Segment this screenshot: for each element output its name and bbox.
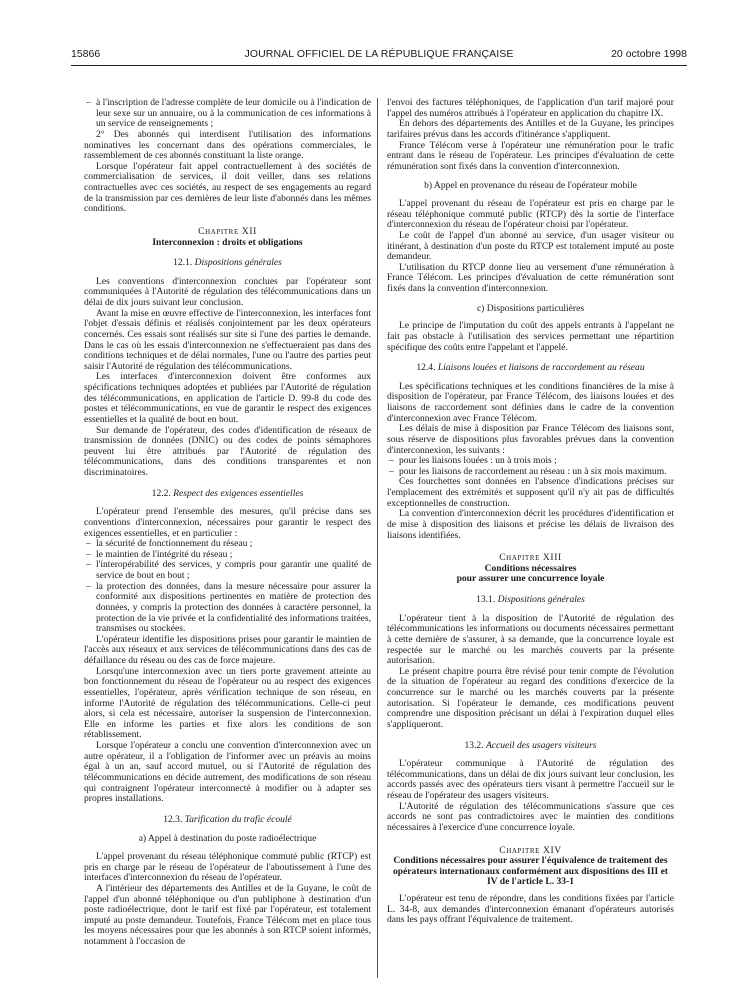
paragraph: L'opérateur communique à l'Autorité de régulation des télécommunications, dans un délai de dix jours suivant leur conclusion, les accords passés avec des opérateurs tiers visant à permettre l'accueil sur le réseau de l'opérateur des usagers visiteurs. — [387, 758, 674, 801]
list-item: – l'interopérabilité des services, y compris pour garantir une qualité de service de bout en bout ; — [84, 560, 371, 581]
chapter-title: Conditions nécessaires — [484, 562, 577, 574]
section-number: 12.3. — [163, 813, 183, 825]
list-item: – pour les liaisons louées : un à trois mois ; — [387, 456, 674, 467]
section-title: Dispositions générales — [194, 257, 282, 269]
paragraph: France Télécom verse à l'opérateur une rémunération pour le trafic entrant dans le réseau de l'opérateur. Les principes d'évaluation de cette rémunération sont fixés dans la convention d'interconnexion. — [387, 139, 674, 172]
paragraph: L'Autorité de régulation des télécommunications s'assure que ces accords ne sont pas contradictoires avec le maintien des conditions nécessaires à l'exercice d'une concurrence loyale. — [387, 800, 674, 833]
page-header — [71, 46, 687, 64]
paragraph: La convention d'interconnexion décrit les procédures d'identification et de mise à disposition des liaisons et précise les délais de livraison des liaisons identifiées. — [387, 508, 674, 541]
paragraph: Lorsque l'opérateur fait appel contractuellement à des sociétés de commercialisation de services, il doit veiller, dans ses relations contractuelles avec ces sociétés, au respect de ses engagements au regard de la transmission par ces dernières de leur liste d'abonnés dans les mêmes conditions. — [84, 160, 371, 215]
paragraph: L'utilisation du RTCP donne lieu au versement d'une rémunération à France Télécom. Les principes d'évaluation de cette rémunération sont fixés dans la convention d'interconnexion. — [387, 261, 674, 294]
paragraph: L'appel provenant du réseau de l'opérateur est pris en charge par le réseau téléphonique commuté public (RTCP) dès la sortie de l'interface d'interconnexion du réseau de l'opérateur choisi par l'opérateur. — [387, 198, 674, 231]
section-title: Tarification du trafic écoulé — [184, 813, 292, 825]
paragraph: 2° Des abonnés qui interdisent l'utilisation des informations nominatives les concernant dans des opérations commerciales, le rassemblement de ces abonnés constituant la liste orange. — [84, 128, 371, 162]
paragraph: Le présent chapitre pourra être révisé pour tenir compte de l'évolution de la situation de l'opérateur au regard des conditions d'exercice de la concurrence sur le marché ou les marchés couverts par la présente autorisation. Si l'opérateur le demande, ces modifications peuvent comprendre une disposition précisant un délai à l'expiration duquel elles s'appliqueront. — [387, 665, 674, 730]
right-column — [387, 98, 674, 926]
paragraph: Avant la mise en œuvre effective de l'interconnexion, les interfaces font l'objet d'essais définis et réalisés conjointement par les deux opérateurs concernés. Ces essais sont réalisés sur site si l'une des parties le demande. Dans le cas où les essais d'interconnexion ne s'effectueraient pas dans des conditions techniques et de délai normales, l'une ou l'autre des parties peut saisir l'Autorité de régulation des télécommunications. — [84, 307, 371, 372]
paragraph: Ces fourchettes sont données en l'absence d'indications précises sur l'emplacement des extrémités et supposent qu'il n'y ait pas de difficultés exceptionnelles de construction. — [387, 476, 674, 509]
journal-title: JOURNAL OFFICIEL DE LA RÉPUBLIQUE FRANÇAISE — [244, 48, 514, 60]
paragraph: Le coût de l'appel d'un abonné au service, d'un usager visiteur ou itinérant, à destination d'un poste du RTCP est totalement imputé au poste demandeur. — [387, 229, 674, 263]
section-title: Dispositions générales — [497, 594, 585, 605]
paragraph: Lorsque l'opérateur a conclu une convention d'interconnexion avec un autre opérateur, il a l'obligation de l'informer avec un préavis au moins égal à un an, sauf accord mutuel, ou si l'Autorité de régulation des télécommunications en décide autrement, des modifications de son réseau qui contraignent l'opérateur interconnecté à modifier ou à adapter ses propres installations. — [84, 740, 371, 805]
left-column — [84, 98, 371, 948]
section-number: 13.1. — [476, 594, 496, 605]
section-heading — [387, 741, 674, 752]
paragraph: Les délais de mise à disposition par France Télécom des liaisons sont, sous réserve de dispositions plus favorables prévues dans la convention d'interconnexion, les suivants : — [387, 423, 674, 456]
chapter-label: Chapitre XIV — [499, 844, 562, 856]
paragraph: Les interfaces d'interconnexion doivent être conformes aux spécifications techniques adoptées et publiées par l'Autorité de régulation des télécommunications, en application de l'article D. 99-8 du code des postes et télécommunications, en vue de garantir le respect des exigences essentielles et la qualité de bout en bout. — [84, 371, 371, 425]
subsection-heading: c) Dispositions particulières — [476, 302, 585, 314]
chapter-title: pour assurer une concurrence loyale — [456, 573, 605, 585]
section-number: 12.4. — [416, 362, 436, 374]
section-heading — [84, 489, 371, 500]
paragraph: Les conventions d'interconnexion conclues par l'opérateur sont communiquées à l'Autorité de régulation des télécommunications dans un délai de dix jours suivant leur conclusion. — [84, 275, 371, 308]
list-item: – à l'inscription de l'adresse complète de leur domicile ou à l'indication de leur sexe sur un annuaire, ou à la communication de ces informations à un service de renseignements ; — [84, 98, 371, 130]
section-heading — [84, 258, 371, 269]
column-divider — [377, 98, 378, 978]
chapter-label: Chapitre XIII — [499, 552, 562, 564]
paragraph: Le principe de l'imputation du coût des appels entrants à l'appelant ne fait pas obstacle à l'utilisation des services permettant une répartition spécifique des coûts entre l'appelant et l'appelé. — [387, 320, 674, 353]
paragraph: L'opérateur prend l'ensemble des mesures, qu'il précise dans ses conventions d'interconnexion, nécessaires pour garantir le respect des exigences essentielles, et en particulier : — [84, 506, 371, 539]
paragraph: Les spécifications techniques et les conditions financières de la mise à disposition de l'opérateur, par France Télécom, des liaisons louées et des liaisons de raccordement sont définies dans le cadre de la convention d'interconnexion avec France Télécom. — [387, 380, 674, 424]
subsection-heading: b) Appel en provenance du réseau de l'opérateur mobile — [424, 180, 637, 192]
paragraph: L'appel provenant du réseau téléphonique commuté public (RTCP) est pris en charge par le réseau de l'opérateur de l'aboutissement à l'une des interfaces d'interconnexion du réseau de l'opérateur. — [84, 851, 371, 884]
list-item: – le maintien de l'intégrité du réseau ; — [84, 550, 371, 561]
list-item: – pour les liaisons de raccordement au réseau : un à six mois maximum. — [387, 467, 674, 478]
header-rule — [71, 65, 687, 66]
paragraph: L'opérateur identifie les dispositions prises pour garantir le maintien de l'accès aux réseaux et aux services de télécommunications dans des cas de défaillance du réseau ou des cas de force majeure. — [84, 633, 371, 666]
chapter-title: Conditions nécessaires pour assurer l'équivalence de traitement des opérateurs internationaux conformément aux dispositions des III et IV de l'article L. 33-1 — [392, 855, 668, 888]
chapter-title: Interconnexion : droits et obligations — [152, 236, 303, 248]
section-title: Liaisons louées et liaisons de raccordement au réseau — [437, 362, 645, 374]
paragraph: Lorsqu'une interconnexion avec un tiers porte gravement atteinte au bon fonctionnement du réseau de l'opérateur ou au respect des exigences essentielles, l'opérateur, après vérification technique de son réseau, en informe l'Autorité de régulation des télécommunications. Celle-ci peut alors, si cela est nécessaire, autoriser la suspension de l'interconnexion. Elle en informe les parties et fixe alors les conditions de son rétablissement. — [84, 665, 371, 741]
paragraph: L'opérateur est tenu de répondre, dans les conditions fixées par l'article L. 34-8, aux demandes d'interconnexion émanant d'opérateurs autorisés dans les pays offrant l'équivalence de traitement. — [387, 893, 674, 926]
chapter-label: Chapitre XII — [198, 225, 257, 237]
paragraph: Sur demande de l'opérateur, des codes d'identification de réseaux de transmission de données (DNIC) ou des codes de points sémaphores peuvent lui être attribués par l'Autorité de régulation des télécommunications, dans des conditions transparentes et non discriminatoires. — [84, 424, 371, 478]
section-title: Respect des exigences essentielles — [173, 487, 304, 499]
subsection-heading: a) Appel à destination du poste radioélectrique — [138, 833, 317, 845]
section-number: 12.2. — [151, 487, 171, 499]
list-item: – la sécurité de fonctionnement du réseau ; — [84, 539, 371, 550]
paragraph: En dehors des départements des Antilles et de la Guyane, les principes tarifaires prévus dans les accords d'itinérance s'appliquent. — [387, 118, 674, 140]
section-heading — [387, 363, 674, 374]
section-heading — [84, 815, 371, 826]
paragraph: L'opérateur tient à la disposition de l'Autorité de régulation des télécommunications les informations ou documents nécessaires permettant à cette dernière de s'assurer, à sa demande, que la concurrence loyale est respectée sur le marché ou les marchés couverts par la présente autorisation. — [387, 612, 674, 667]
paragraph: l'envoi des factures téléphoniques, de l'application d'un tarif majoré pour l'appel des numéros attribués à l'opérateur en application du chapitre IX. — [387, 97, 674, 119]
page-number: 15866 — [71, 48, 101, 60]
section-heading — [387, 595, 674, 606]
section-number: 13.2. — [464, 739, 484, 751]
section-title: Accueil des usagers visiteurs — [485, 739, 597, 751]
list-item: – la protection des données, dans la mesure nécessaire pour assurer la conformité aux dispositions pertinentes en matière de protection des données, y compris la protection des données à caractère personnel, la protection de la vie privée et la confidentialité des informations traitées, transmises ou stockées. — [84, 582, 371, 635]
publication-date: 20 octobre 1998 — [611, 48, 687, 60]
section-number: 12.1. — [173, 257, 193, 269]
paragraph: A l'intérieur des départements des Antilles et de la Guyane, le coût de l'appel d'un abonné téléphonique ou d'un publiphone à destination d'un poste radioélectrique, dont le tarif est fixé par l'opérateur, est totalement imputé au poste demandeur. Toutefois, France Télécom met en place tous les moyens nécessaires pour que les abonnés à son RTCP soient informés, notamment à l'occasion de — [84, 882, 371, 947]
